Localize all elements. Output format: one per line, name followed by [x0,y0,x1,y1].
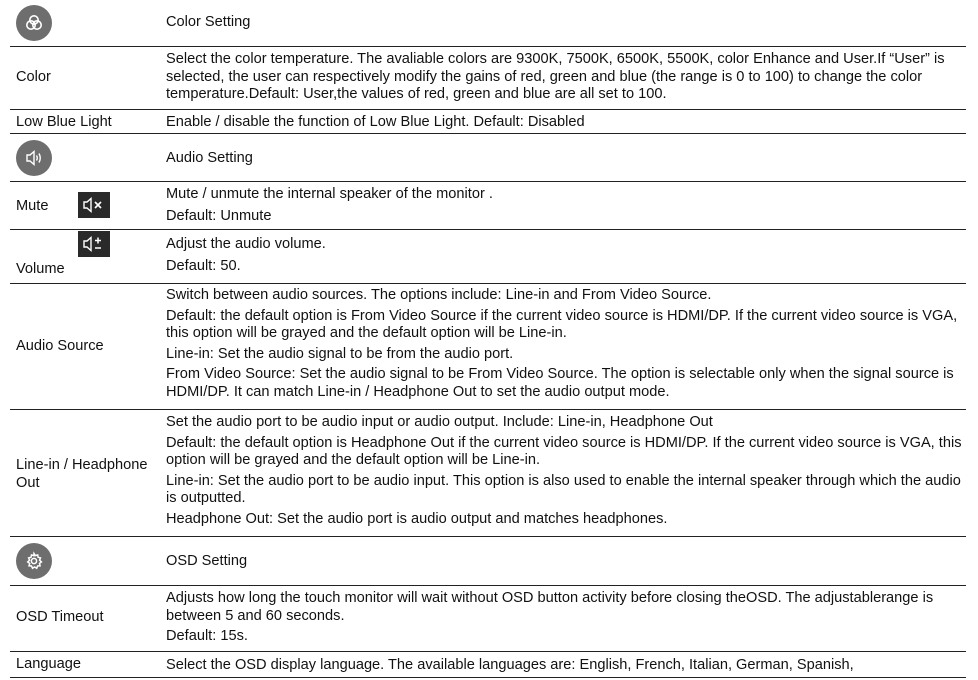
row-label: Mute [16,198,49,214]
mute-icon [78,192,110,218]
section-title: Audio Setting [166,150,253,166]
description-line: Line-in: Set the audio signal to be from the audio port. [166,345,514,362]
description-line: Headphone Out: Set the audio port is audio output and matches headphones. [166,510,668,527]
row-label: Line-in / Headphone Out [16,457,148,491]
description-line: Default: 50. [166,257,241,274]
speaker-icon [16,140,52,176]
description-line: Switch between audio sources. The options include: Line-in and From Video Source. [166,287,712,303]
description-line: Set the audio port to be audio input or audio output. Include: Line-in, Headphone Out [166,414,713,430]
row-label: Language [16,656,81,672]
table-row-audio-source [10,284,966,408]
color-setting-icon [16,5,52,41]
row-description: Select the color temperature. The avaliable colors are 9300K, 7500K, 6500K, 5500K, color Enhance and User.If “User” is selected, the user can respectively modify the gains of red, green and blue (the range is 0 to 100) to change the color temperature.Default: User,the values of red, green and blue are all set to 100. [166,51,945,102]
table-row-osd-timeout [10,586,966,650]
description-line: Default: the default option is Headphone Out if the current video source is HDMI/DP. If the current video source is VGA, this option will be grayed and the default option will be Line-in. [166,434,962,468]
section-title: OSD Setting [166,553,248,569]
gear-icon [16,543,52,579]
description-line: Default: 15s. [166,628,248,644]
section-title: Color Setting [166,14,251,30]
description-line: Default: the default option is From Video Source if the current video source is HDMI/DP. If the current video source is VGA, this option will be grayed and the default option will be Line-in. [166,307,958,341]
description-line: Adjust the audio volume. [166,236,326,252]
description-line: Line-in: Set the audio port to be audio input. This option is also used to enable the internal speaker through which the audio is outputted. [166,472,961,506]
description-line: From Video Source: Set the audio signal to be From Video Source. The option is selectable only when the signal source is HDMI/DP. It can match Line-in / Headphone Out to set the audio output mode. [166,366,954,400]
row-label: Low Blue Light [16,114,112,130]
table-row-language [10,652,966,678]
table-row-low-blue-light [10,110,966,132]
table-row-line-in-headphone [10,410,966,534]
divider [10,677,966,678]
row-label: Audio Source [16,338,104,354]
row-description: Select the OSD display language. The available languages are: English, French, Italian, German, Spanish, [166,657,854,673]
row-description: Enable / disable the function of Low Blue Light. Default: Disabled [166,114,585,130]
table-row-mute [10,182,966,228]
table-row-color [10,47,966,109]
row-label: Color [16,69,51,85]
row-description [166,287,962,401]
description-line: Default: Unmute [166,207,272,224]
volume-adjust-icon [78,231,110,257]
row-label: OSD Timeout [16,609,104,625]
section-header-color [10,4,966,42]
section-header-osd [10,537,966,583]
row-description [166,186,962,225]
description-line: Mute / unmute the internal speaker of the monitor . [166,186,493,202]
section-header-audio [10,134,966,178]
row-description [166,414,962,528]
table-row-volume [10,230,966,282]
row-label: Volume [16,261,65,277]
row-description [166,236,962,275]
row-description [166,590,962,646]
description-line: Adjusts how long the touch monitor will wait without OSD button activity before closing theOSD. The adjustablerange is between 5 and 60 seconds. [166,590,934,624]
